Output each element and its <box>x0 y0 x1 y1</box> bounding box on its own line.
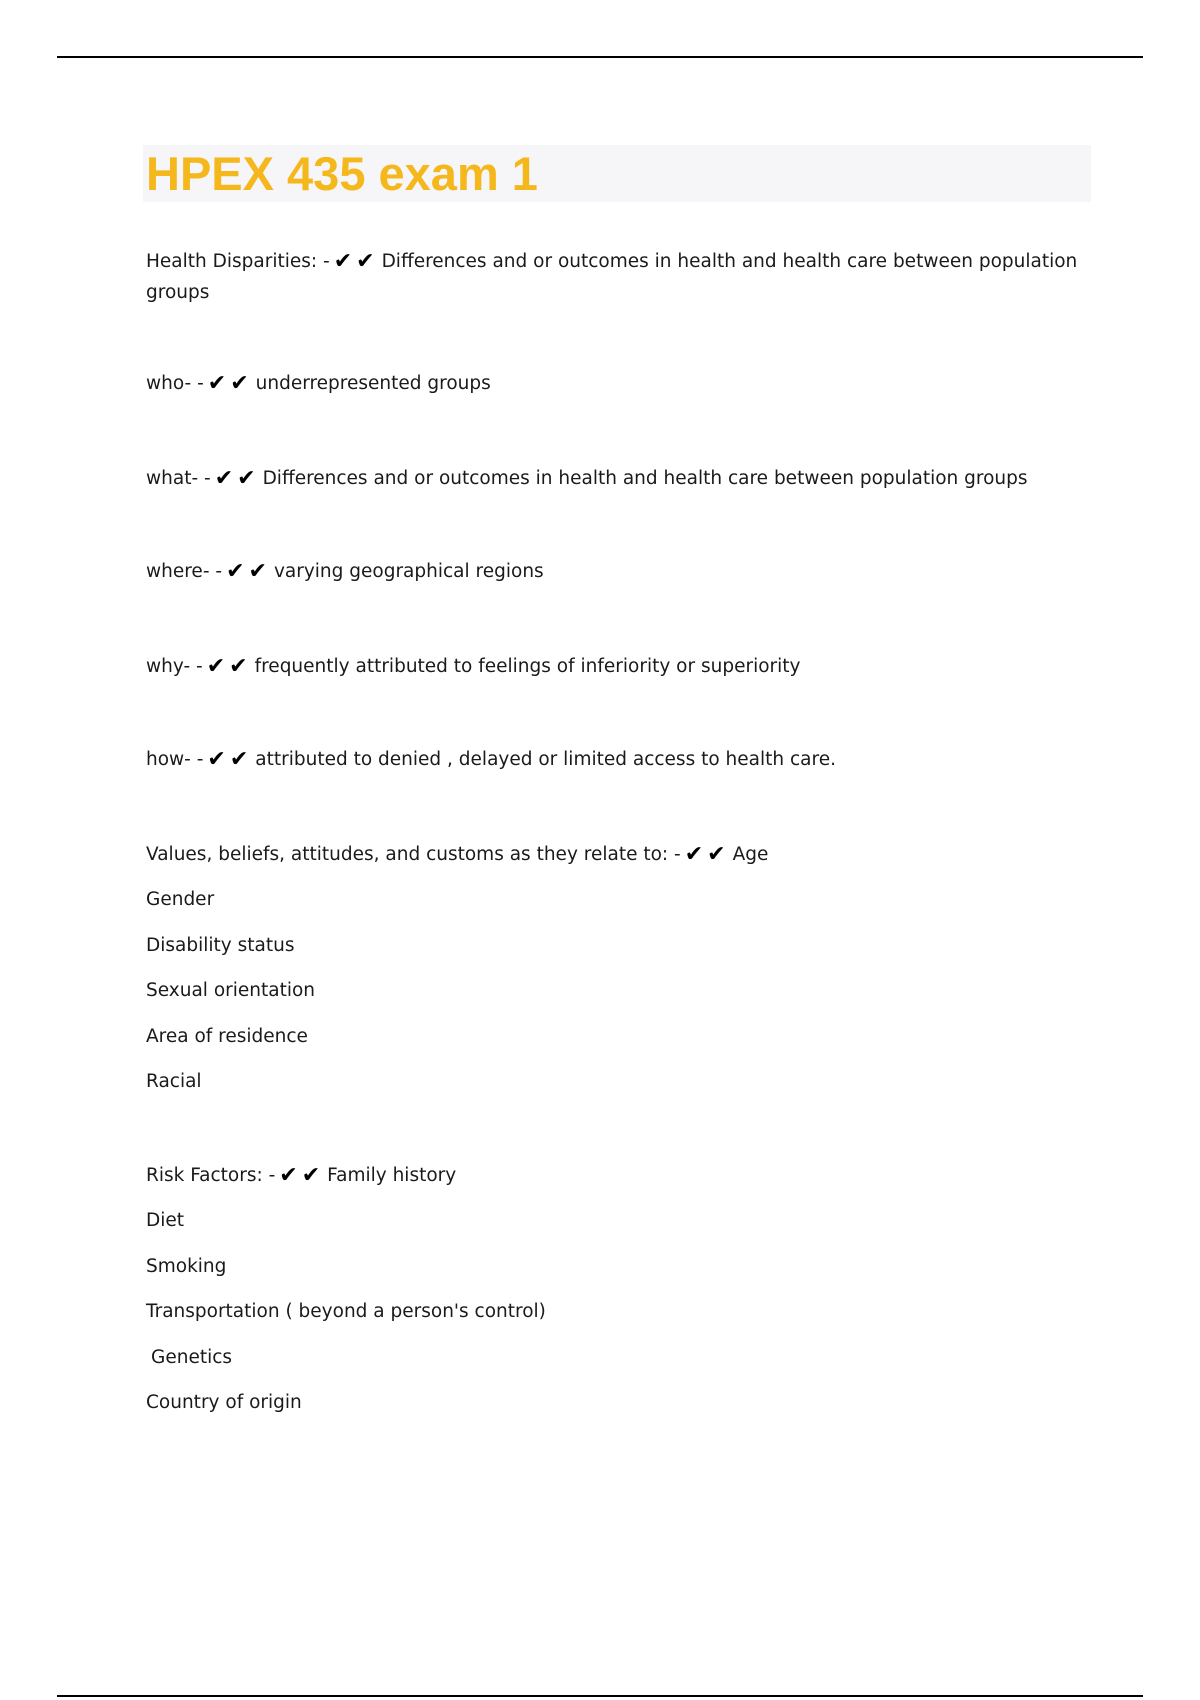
card-who <box>146 368 491 399</box>
check-icon: ✔ <box>248 559 267 584</box>
card-continuation-line: Smoking <box>146 1256 227 1277</box>
card-answer: underrepresented groups <box>255 373 491 394</box>
top-rule <box>57 56 1143 58</box>
check-icon: ✔ <box>684 842 704 867</box>
check-icon: ✔ <box>229 747 249 772</box>
card-answer: Differences and or outcomes in health and health care between population groups <box>146 251 1078 303</box>
card-term: Health Disparities: - <box>146 251 330 272</box>
card-term: Values, beliefs, attitudes, and customs as they relate to: - <box>146 844 681 865</box>
card-term: how- - <box>146 749 204 770</box>
card-answer: varying geographical regions <box>273 561 544 582</box>
card-continuation-line: Gender <box>146 889 215 910</box>
check-icon: ✔ <box>301 1163 321 1188</box>
card-continuation-line: Disability status <box>146 935 295 956</box>
card-term: what- - <box>146 468 211 489</box>
card-health-disparities <box>146 246 1086 308</box>
check-icon: ✔ <box>207 747 226 772</box>
card-continuation-line: Genetics <box>151 1347 233 1368</box>
card-answer: Age <box>732 844 769 865</box>
document-title: HPEX 435 exam 1 <box>146 147 538 200</box>
check-icon: ✔ <box>707 842 726 867</box>
card-continuation-line: Country of origin <box>146 1392 302 1413</box>
card-risk-factors <box>146 1160 456 1191</box>
card-continuation-line: Racial <box>146 1071 202 1092</box>
card-where <box>146 556 544 587</box>
check-icon: ✔ <box>237 466 256 491</box>
card-continuation-line: Sexual orientation <box>146 980 316 1001</box>
check-icon: ✔ <box>229 654 248 679</box>
card-term: where- - <box>146 561 223 582</box>
check-icon: ✔ <box>214 466 234 491</box>
card-answer: attributed to denied , delayed or limited access to health care. <box>255 749 836 770</box>
card-answer: Differences and or outcomes in health and health care between population groups <box>262 468 1028 489</box>
card-values-beliefs <box>146 839 768 870</box>
card-term: Risk Factors: - <box>146 1165 276 1186</box>
card-term: who- - <box>146 373 204 394</box>
check-icon: ✔ <box>356 249 375 274</box>
check-icon: ✔ <box>230 371 249 396</box>
check-icon: ✔ <box>279 1163 298 1188</box>
card-continuation-line: Area of residence <box>146 1026 308 1047</box>
card-how <box>146 744 836 775</box>
card-continuation-line: Diet <box>146 1210 185 1231</box>
card-term: why- - <box>146 656 203 677</box>
check-icon: ✔ <box>206 654 226 679</box>
card-why <box>146 651 800 682</box>
check-icon: ✔ <box>333 249 353 274</box>
card-continuation-line: Transportation ( beyond a person's control) <box>146 1301 546 1322</box>
card-answer: Family history <box>327 1165 457 1186</box>
check-icon: ✔ <box>226 559 245 584</box>
card-answer: frequently attributed to feelings of inferiority or superiority <box>254 656 801 677</box>
bottom-rule <box>57 1695 1143 1697</box>
check-icon: ✔ <box>207 371 227 396</box>
card-what <box>146 463 1028 494</box>
